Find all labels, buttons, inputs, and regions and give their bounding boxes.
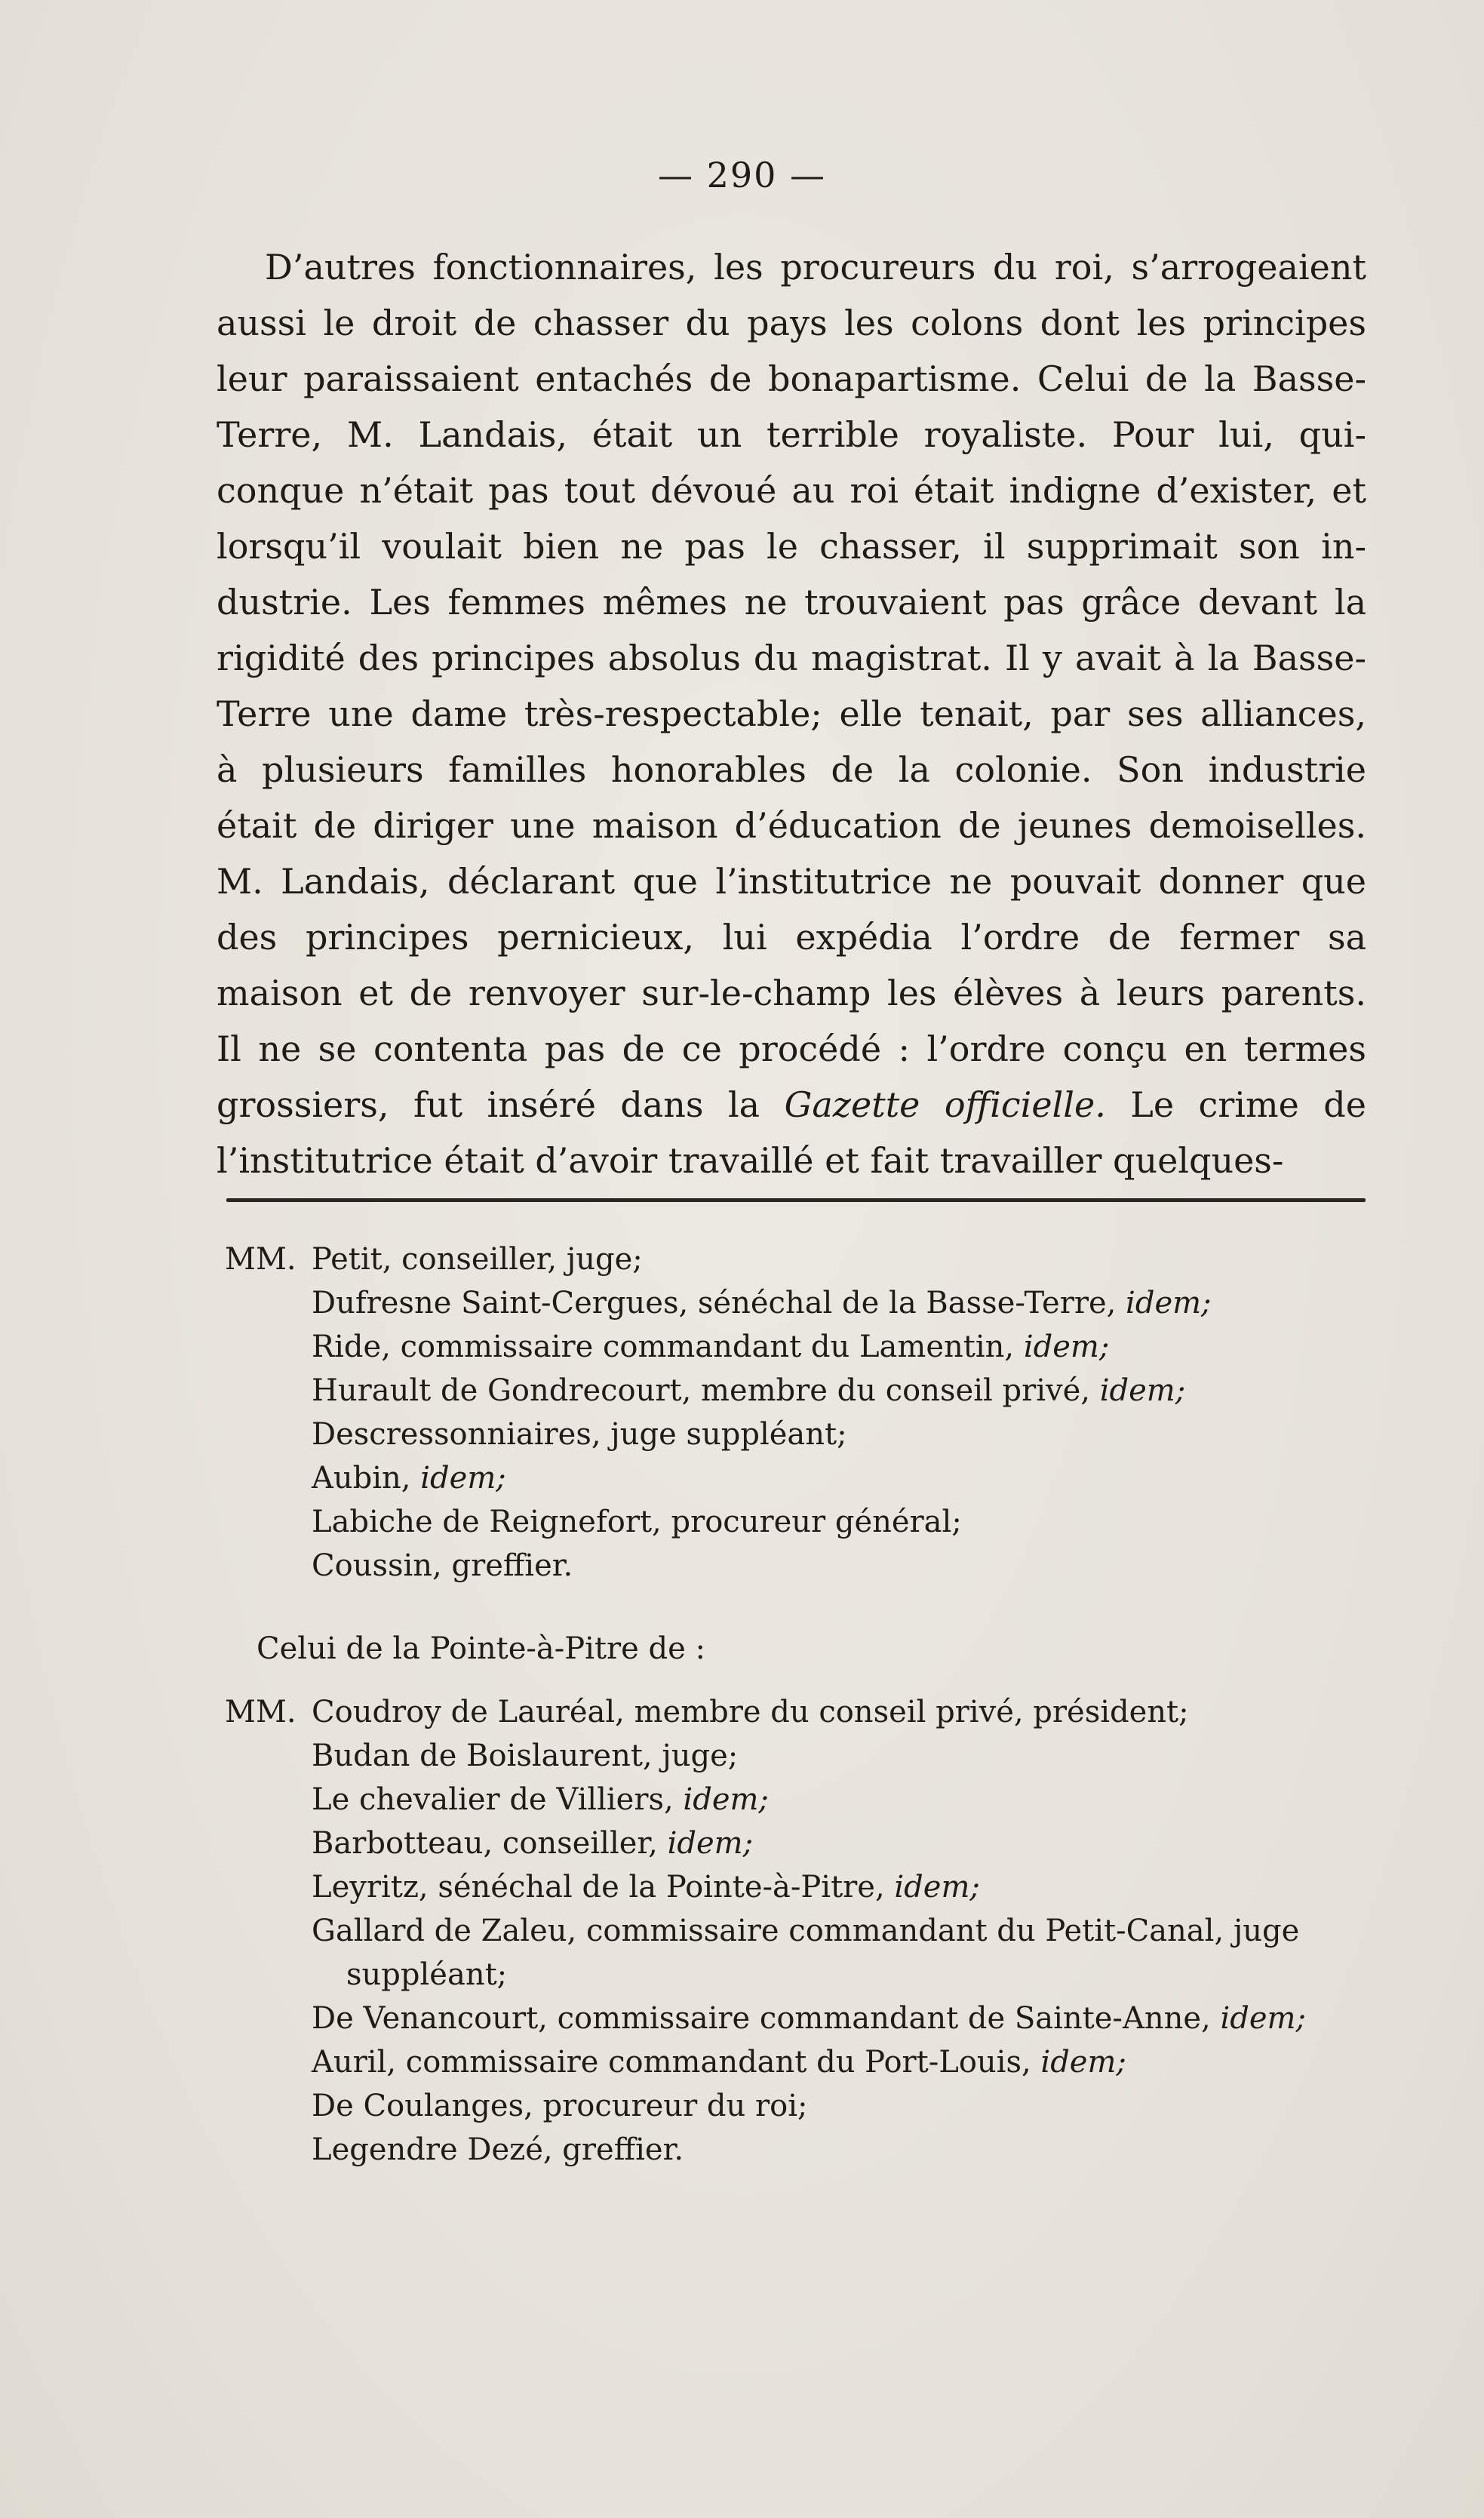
body-line: conque n’était pas tout dévoué au roi était indigne d’exister, et xyxy=(217,470,1366,511)
footnote-line: Aubin, idem; xyxy=(312,1461,506,1496)
body-text: Le crime de xyxy=(1105,1084,1366,1125)
footnote-line: Legendre Dezé, greffier. xyxy=(312,2132,684,2167)
footnote-line: Leyritz, sénéchal de la Pointe-à-Pitre, idem; xyxy=(312,1870,980,1905)
body-line: Terre une dame très-respectable; elle tenait, par ses alliances, xyxy=(217,693,1366,734)
footnote-line: Budan de Boislaurent, juge; xyxy=(312,1739,739,1773)
body-line: Il ne se contenta pas de ce procédé : l’ordre conçu en termes xyxy=(217,1028,1366,1069)
body-text: grossiers, fut inséré dans la xyxy=(217,1084,785,1125)
footnote-line: Gallard de Zaleu, commissaire commandant du Petit-Canal, juge xyxy=(312,1914,1300,1948)
footnote-intro: Celui de la Pointe-à-Pitre de : xyxy=(257,1631,705,1666)
body-line: l’institutrice était d’avoir travaillé et fait travailler quelques- xyxy=(217,1140,1284,1181)
footnote-line: Le chevalier de Villiers, idem; xyxy=(312,1782,769,1817)
footnote-line: Dufresne Saint-Cergues, sénéchal de la Basse-Terre, idem; xyxy=(312,1286,1212,1320)
footnote-divider xyxy=(226,1198,1366,1202)
body-line: rigidité des principes absolus du magistrat. Il y avait à la Basse- xyxy=(217,638,1366,678)
body-line: était de diriger une maison d’éducation de jeunes demoiselles. xyxy=(217,805,1366,846)
footnote-line: De Venancourt, commissaire commandant de Sainte-Anne, idem; xyxy=(312,2001,1306,2036)
footnote-line: Coudroy de Lauréal, membre du conseil privé, président; xyxy=(312,1695,1189,1729)
gazette-title: Gazette officielle. xyxy=(784,1084,1106,1125)
body-line: aussi le droit de chasser du pays les colons dont les principes xyxy=(217,303,1366,343)
footnote-mm-label: MM. xyxy=(225,1695,296,1729)
footnote-line: Auril, commissaire commandant du Port-Louis, idem; xyxy=(312,2045,1126,2080)
body-line: à plusieurs familles honorables de la colonie. Son industrie xyxy=(217,749,1366,790)
footnote-line: Barbotteau, conseiller, idem; xyxy=(312,1826,754,1861)
body-line: lorsqu’il voulait bien ne pas le chasser, il supprimait son in- xyxy=(217,526,1366,567)
footnote-line: Ride, commissaire commandant du Lamentin, idem; xyxy=(312,1330,1110,1364)
body-line: M. Landais, déclarant que l’institutrice ne pouvait donner que xyxy=(217,861,1366,902)
body-line: Terre, M. Landais, était un terrible royaliste. Pour lui, qui- xyxy=(217,414,1366,455)
footnote-line: suppléant; xyxy=(346,1957,508,1992)
footnote-line: Petit, conseiller, juge; xyxy=(312,1242,643,1277)
footnote-mm-label: MM. xyxy=(225,1242,296,1277)
footnote-line: Hurault de Gondrecourt, membre du conseil privé, idem; xyxy=(312,1373,1186,1408)
body-line: leur paraissaient entachés de bonapartisme. Celui de la Basse- xyxy=(217,358,1366,399)
footnote-line: Coussin, greffier. xyxy=(312,1548,573,1583)
body-line: dustrie. Les femmes mêmes ne trouvaient pas grâce devant la xyxy=(217,582,1366,623)
footnote-line: Labiche de Reignefort, procureur général; xyxy=(312,1505,962,1539)
body-line-gazette xyxy=(217,1077,1366,1133)
footnote-line: Descressonniaires, juge suppléant; xyxy=(312,1417,847,1452)
footnote-line: De Coulanges, procureur du roi; xyxy=(312,2089,808,2123)
body-line: maison et de renvoyer sur-le-champ les élèves à leurs parents. xyxy=(217,973,1366,1013)
body-line: des principes pernicieux, lui expédia l’ordre de fermer sa xyxy=(217,917,1366,958)
page-number: — 290 — xyxy=(657,155,827,195)
body-line: D’autres fonctionnaires, les procureurs du roi, s’arrogeaient xyxy=(265,247,1366,287)
